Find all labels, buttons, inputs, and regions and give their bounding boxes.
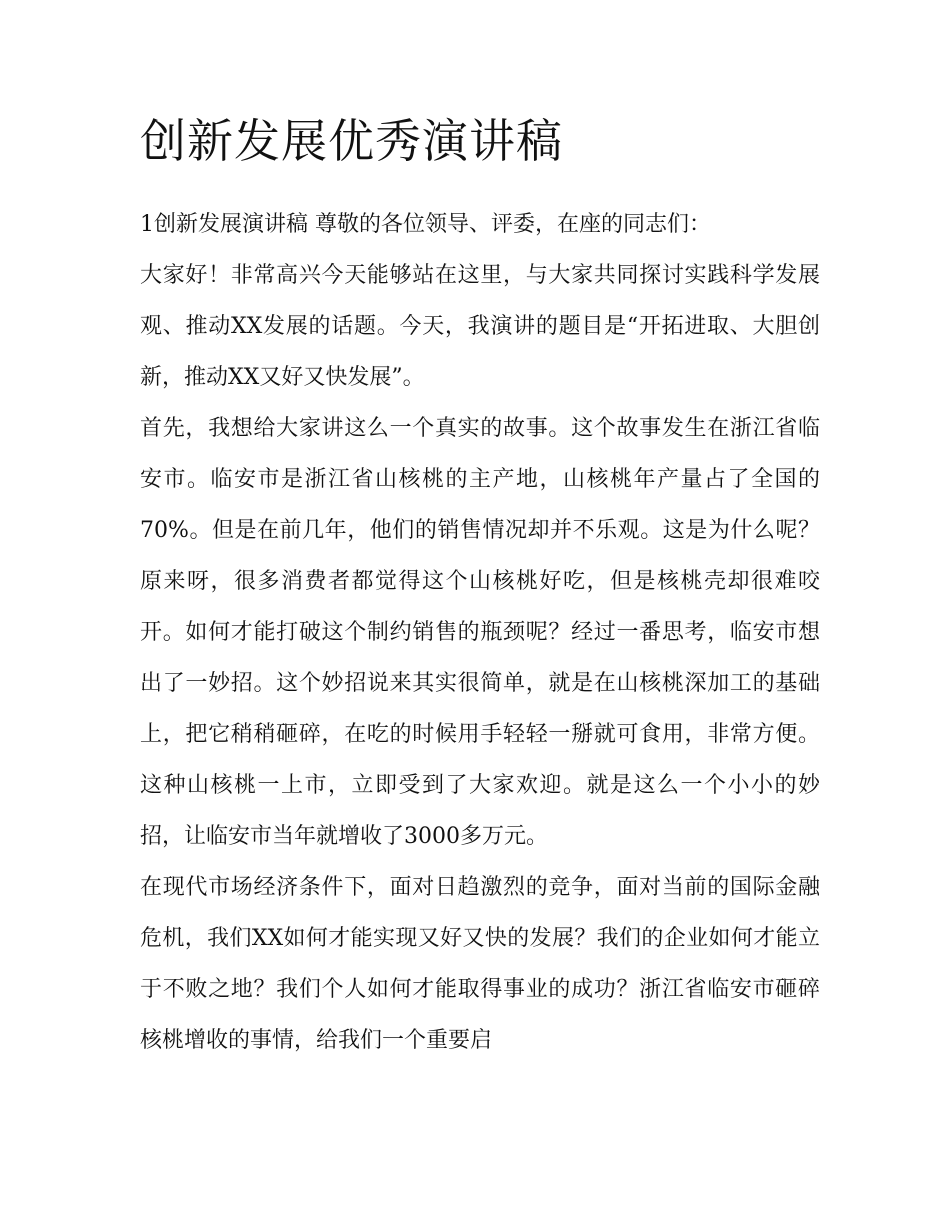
paragraph-question: 在现代市场经济条件下，面对日趋激烈的竞争，面对当前的国际金融危机，我们XX如何才能实现又好又快的发展？我们的企业如何才能立于不败之地？我们个人如何才能取得事业的成功？浙江省临安市砸碎核桃增收的事情，给我们一个重要启 (140, 875, 820, 1053)
paragraph-greeting: 大家好！非常高兴今天能够站在这里，与大家共同探讨实践科学发展观、推动XX发展的话题。今天，我演讲的题目是“开拓进取、大胆创新，推动XX又好又快发展”。 (140, 263, 820, 390)
document-title: 创新发展优秀演讲稿 (140, 114, 563, 168)
paragraph-salutation: 1创新发展演讲稿 尊敬的各位领导、评委，在座的同志们： (140, 212, 711, 237)
paragraph-story: 首先，我想给大家讲这么一个真实的故事。这个故事发生在浙江省临安市。临安市是浙江省山核桃的主产地，山核桃年产量占了全国的70%。但是在前几年，他们的销售情况却并不乐观。这是为什么呢？原来呀，很多消费者都觉得这个山核桃好吃，但是核桃壳却很难咬开。如何才能打破这个制约销售的瓶颈呢？经过一番思考，临安市想出了一妙招。这个妙招说来其实很简单，就是在山核桃深加工的基础上，把它稍稍砸碎，在吃的时候用手轻轻一掰就可食用，非常方便。这种山核桃一上市，立即受到了大家欢迎。就是这么一个小小的妙招，让临安市当年就增收了3000多万元。 (140, 416, 820, 849)
document-body (140, 199, 820, 1066)
